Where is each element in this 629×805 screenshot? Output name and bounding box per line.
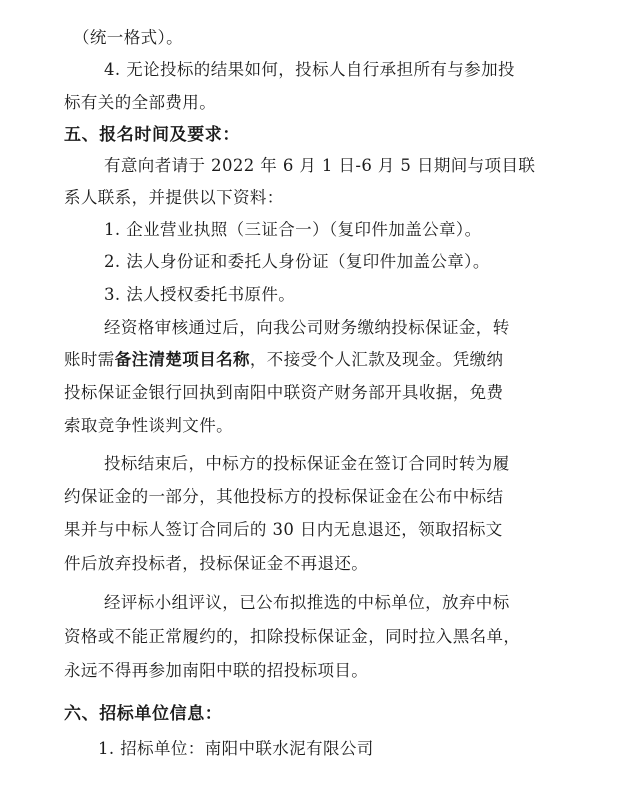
text-line: 投标结束后，中标方的投标保证金在签订合同时转为履 (104, 454, 510, 473)
text-line: 投标保证金银行回执到南阳中联资产财务部开具收据，免费 (64, 383, 504, 402)
section-heading-5: 五、报名时间及要求： (64, 125, 240, 145)
text-segment: ，不接受个人汇款及现金。凭缴纳 (249, 350, 504, 369)
text-line: 永远不得再参加南阳中联的招投标项目。 (64, 661, 369, 680)
list-item: 3. 法人授权委托书原件。 (104, 285, 296, 304)
text-line: 件后放弃投标者，投标保证金不再退还。 (64, 554, 369, 573)
text-line: 果并与中标人签订合同后的 30 日内无息退还，领取招标文 (64, 520, 503, 539)
text-segment: 账时需 (64, 350, 115, 369)
emphasized-text: 备注清楚项目名称 (114, 350, 250, 369)
text-line: 经资格审核通过后，向我公司财务缴纳投标保证金，转 (104, 318, 510, 337)
list-item: 1. 企业营业执照（三证合一）（复印件加盖公章）。 (104, 220, 482, 239)
text-line: 标有关的全部费用。 (64, 93, 217, 112)
text-line: 4. 无论投标的结果如何，投标人自行承担所有与参加投 (104, 60, 515, 79)
text-line (64, 348, 503, 372)
text-line: 有意向者请于 2022 年 6 月 1 日-6 月 5 日期间与项目联 (104, 156, 536, 175)
text-line: 系人联系，并提供以下资料： (64, 188, 284, 207)
text-line: 索取竞争性谈判文件。 (64, 416, 233, 435)
text-line: 约保证金的一部分，其他投标方的投标保证金在公布中标结 (64, 487, 504, 506)
text-line: 资格或不能正常履约的，扣除投标保证金，同时拉入黑名单， (64, 627, 521, 646)
text-line: （统一格式）。 (73, 28, 184, 47)
text-line: 经评标小组评议，已公布拟推选的中标单位，放弃中标 (104, 593, 510, 612)
list-item: 1. 招标单位：南阳中联水泥有限公司 (98, 739, 374, 758)
section-heading-6: 六、招标单位信息： (64, 704, 223, 724)
list-item: 2. 法人身份证和委托人身份证（复印件加盖公章）。 (104, 252, 490, 271)
